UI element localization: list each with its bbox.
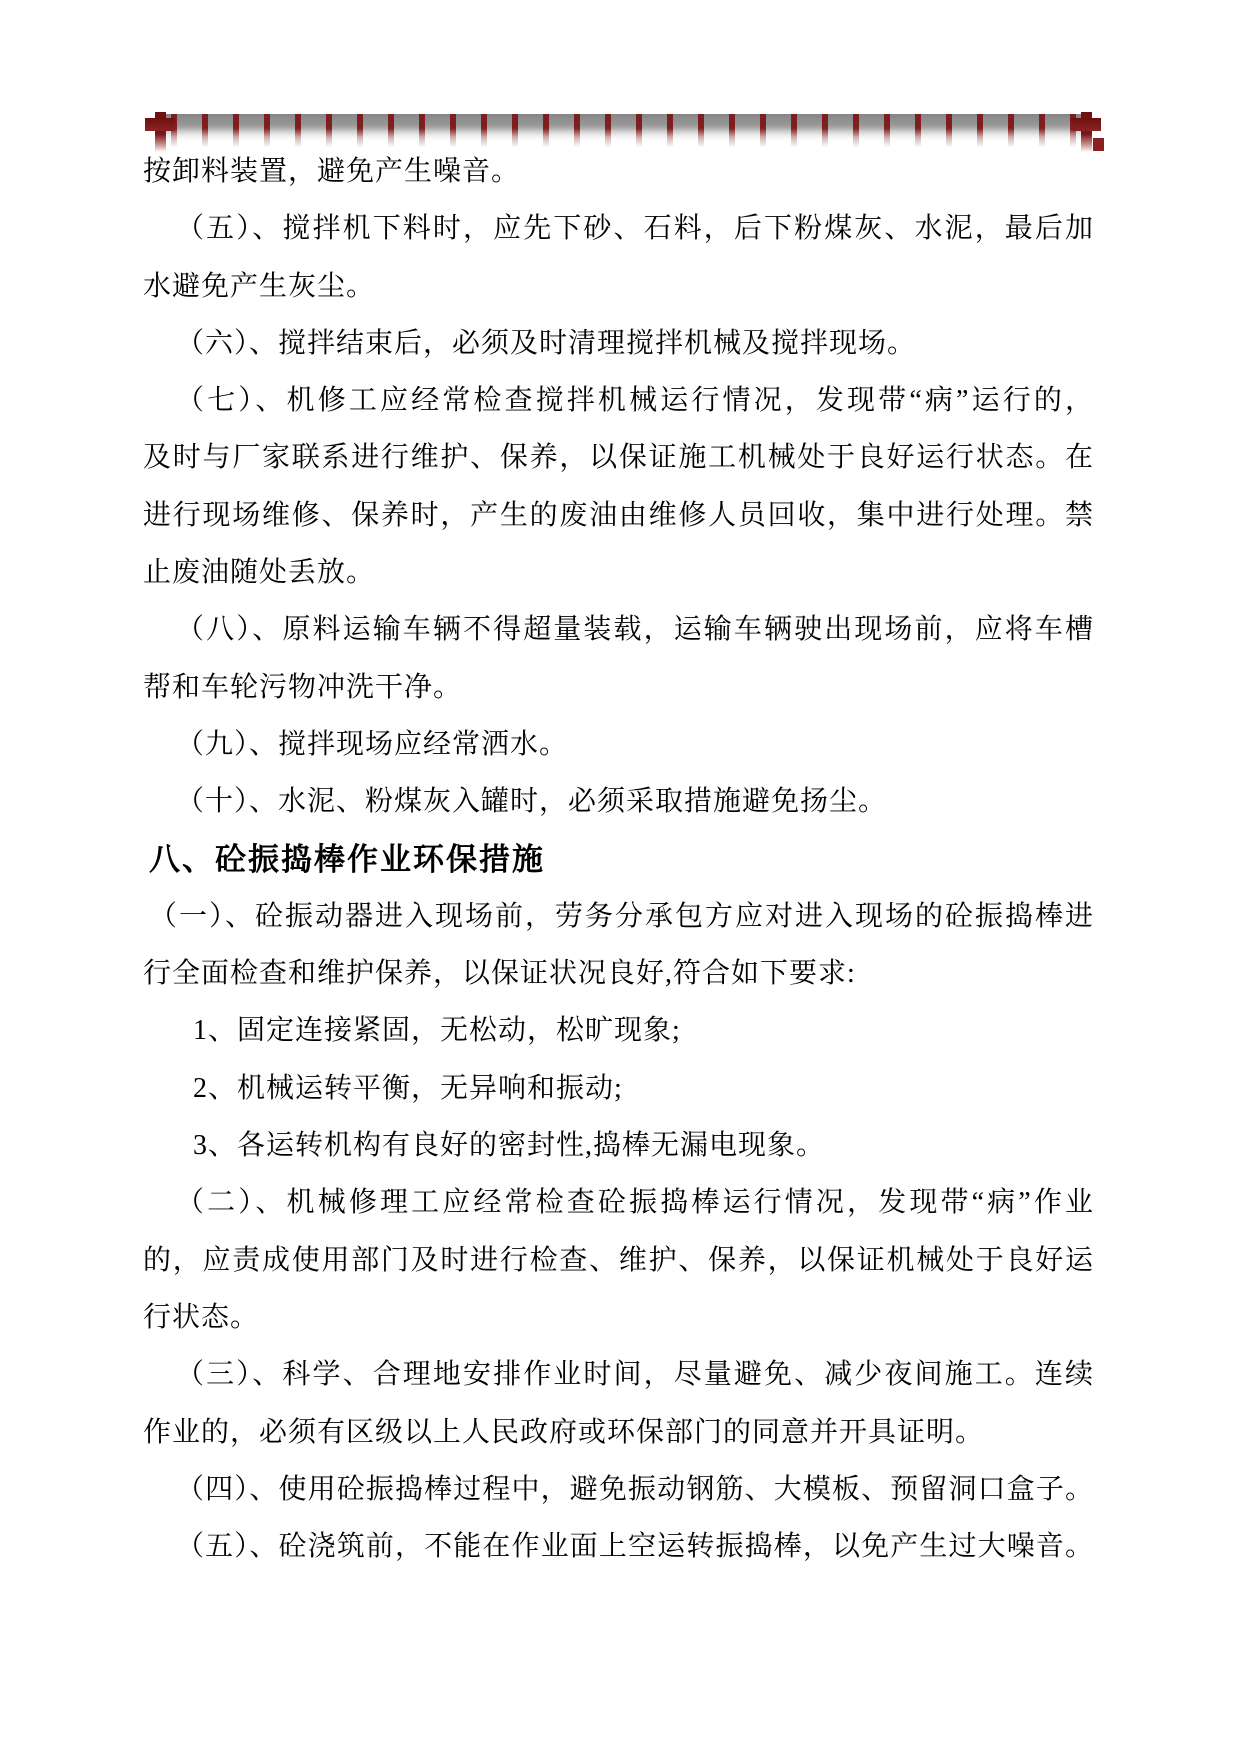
text-line: （六）、搅拌结束后，必须及时清理搅拌机械及搅拌现场。 [176,327,917,359]
text-line: 帮和车轮污物冲洗干净。 [143,671,463,703]
document-body [143,143,1093,1575]
text-line: （三）、科学、合理地安排作业时间，尽量避免、减少夜间施工。连续 [176,1359,1093,1391]
border-ornament-horizontal-bar [1071,118,1101,131]
section-heading: 八、砼振捣棒作业环保措施 [149,841,545,877]
text-line: 水避免产生灰尘。 [143,270,376,302]
text-line: 的，应责成使用部门及时进行检查、维护、保养，以保证机械处于良好运 [143,1244,1093,1276]
text-line: （五）、砼浇筑前，不能在作业面上空运转振捣棒，以免产生过大噪音。 [176,1531,1093,1563]
text-line: 及时与厂家联系进行维护、保养，以保证施工机械处于良好运行状态。在 [143,442,1093,474]
border-ornament-nub [1093,138,1104,151]
text-line: （七）、机修工应经常检查搅拌机械运行情况，发现带“病”运行的， [176,385,1093,417]
text-line: （四）、使用砼振捣棒过程中，避免振动钢筋、大模板、预留洞口盒子。 [176,1473,1093,1505]
text-line: 进行现场维修、保养时，产生的废油由维修人员回收，集中进行处理。禁 [143,499,1093,531]
text-line: 作业的，必须有区级以上人民政府或环保部门的同意并开具证明。 [143,1416,985,1448]
numbered-item: 3、各运转机构有良好的密封性,捣棒无漏电现象。 [193,1130,826,1162]
text-line: （十）、水泥、粉煤灰入罐时，必须采取措施避免扬尘。 [176,786,888,818]
text-line: （二）、机械修理工应经常检查砼振捣棒运行情况，发现带“病”作业 [176,1187,1093,1219]
text-line: （九）、搅拌现场应经常洒水。 [176,728,569,760]
text-line: （八）、原料运输车辆不得超量装载，运输车辆驶出现场前，应将车槽 [176,614,1093,646]
text-line: 止废油随处丢放。 [143,557,376,589]
text-line: 按卸料装置，避免产生噪音。 [143,156,521,187]
border-ornament-horizontal-bar [145,118,175,131]
numbered-item: 2、机械运转平衡，无异响和振动; [193,1072,623,1104]
text-line: （五）、搅拌机下料时，应先下砂、石料，后下粉煤灰、水泥，最后加 [176,213,1093,245]
text-line: 行全面检查和维护保养，以保证状况良好,符合如下要求: [143,958,856,990]
numbered-item: 1、固定连接紧固，无松动，松旷现象; [193,1015,681,1047]
text-line: 行状态。 [143,1301,260,1333]
text-line: （一）、砼振动器进入现场前，劳务分承包方应对进入现场的砼振捣棒进 [149,900,1093,932]
